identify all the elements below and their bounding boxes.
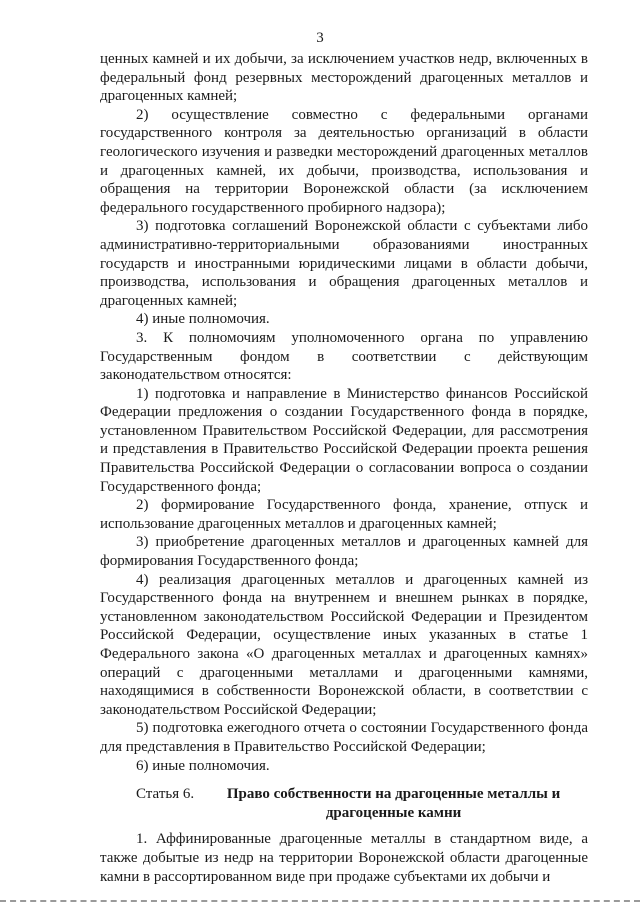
article-number: Статья 6. <box>136 786 195 803</box>
article-heading <box>100 785 588 822</box>
paragraph: 3) подготовка соглашений Воронежской области с субъектами либо административно-территориальными образованиями иностранных государств и иностранными юридическими лицами в области добычи, производства, использования и обращения драгоценных металлов и драгоценных камней; <box>100 218 588 309</box>
paragraph: 5) подготовка ежегодного отчета о состоянии Государственного фонда для представления в Правительство Российской Федерации; <box>100 720 588 755</box>
paragraph: 3) приобретение драгоценных металлов и драгоценных камней для формирования Государственного фонда; <box>100 534 588 570</box>
paragraph: 1) подготовка и направление в Министерство финансов Российской Федерации предложения о создании Государственного фонда в порядке, установленном Правительством Российской Федерации, для рассмотрения и представления в Правительство Российской Федерации проекта решения Правительства Российской Федерации о согласовании вопроса о создании Государственного фонда; <box>100 385 588 495</box>
document-body <box>100 50 588 886</box>
paragraph: 4) иные полномочия. <box>136 311 270 328</box>
paragraph: 2) осуществление совместно с федеральными органами государственного контроля за деятельностью организаций в области геологического изучения и разведки месторождений драгоценных металлов и драгоценных камней, их добычи, производства, использования и обращения на территории Воронежской области (за исключением федерального государственного пробирного надзора); <box>100 106 588 216</box>
paragraph: 4) реализация драгоценных металлов и драгоценных камней из Государственного фонда на внутреннем и внешнем рынках в порядке, установленном законодательством Российской Федерации и Президентом Российской Федерации, осуществление иных указанных в статье 1 Федерального закона «О драгоценных металлах и драгоценных камнях» операций с драгоценными металлами и драгоценными камнями, находящимися в собственности Воронежской области, в соответствии с законодательством Российской Федерации; <box>100 571 588 718</box>
paragraph: 2) формирование Государственного фонда, хранение, отпуск и использование драгоценных металлов и драгоценных камней; <box>100 497 588 532</box>
paragraph: 3. К полномочиям уполномоченного органа по управлению Государственным фондом в соответствии с действующим законодательством относятся: <box>100 329 588 384</box>
article-title: Право собственности на драгоценные металлы и драгоценные камни <box>226 786 561 821</box>
paragraph: ценных камней и их добычи, за исключением участков недр, включенных в федеральный фонд резервных месторождений драгоценных металлов и драгоценных камней; <box>100 51 588 105</box>
paragraph: 6) иные полномочия. <box>136 757 270 774</box>
page-bottom-edge <box>0 898 640 902</box>
paragraph: 1. Аффинированные драгоценные металлы в стандартном виде, а также добытые из недр на территории Воронежской области драгоценные камни в рассортированном виде при продаже субъектами их добычи и <box>100 831 588 885</box>
page-number: 3 <box>316 30 324 46</box>
